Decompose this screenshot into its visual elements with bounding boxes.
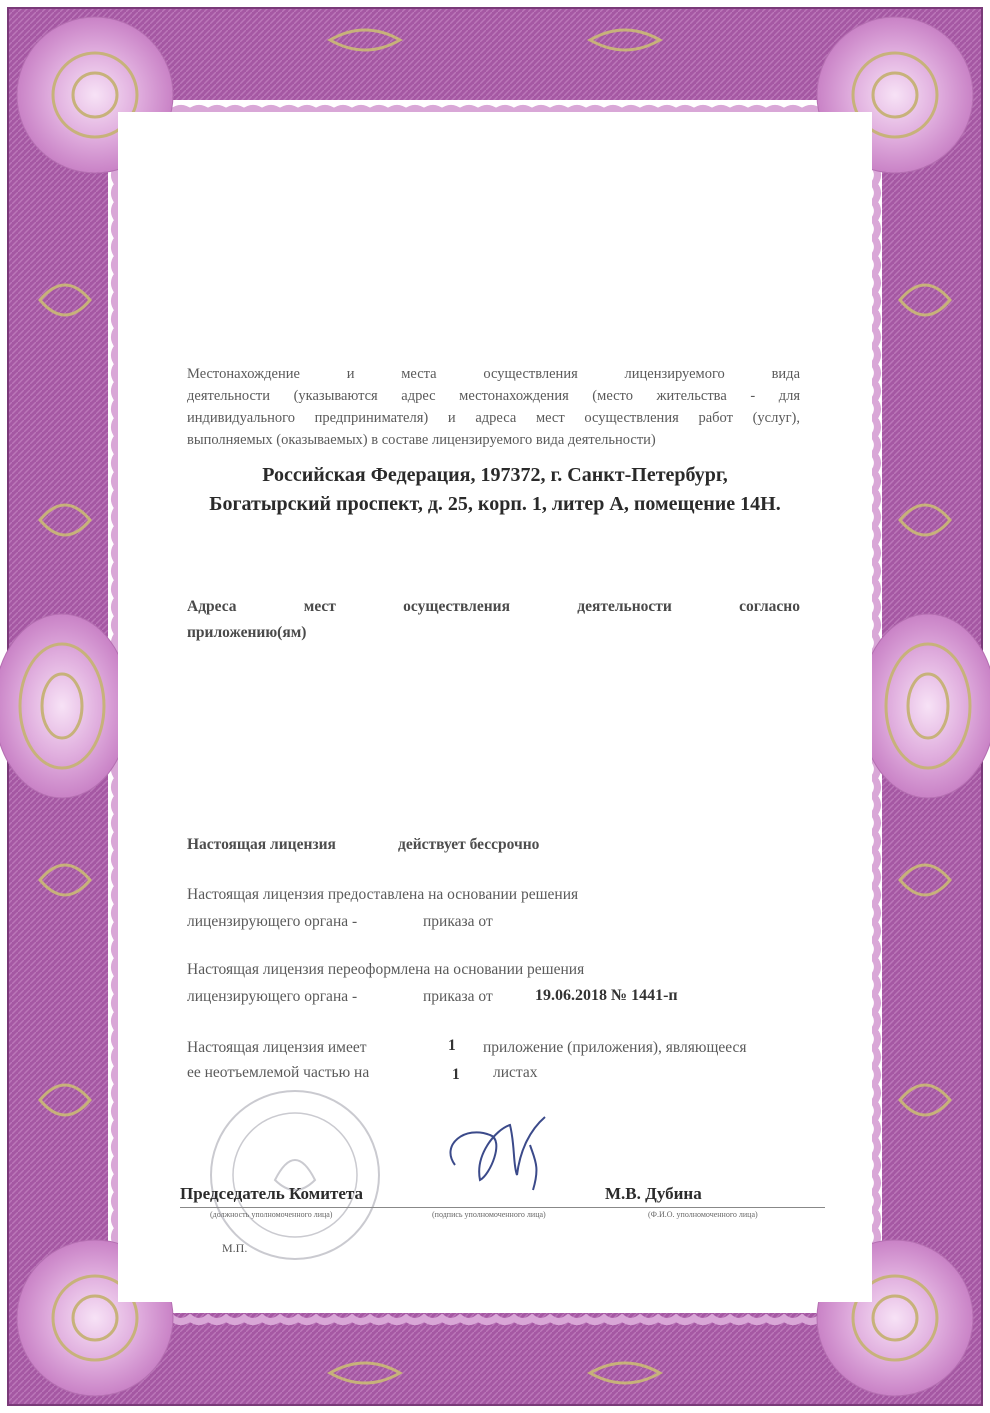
- name-caption: (Ф.И.О. уполномоченного лица): [648, 1210, 758, 1219]
- licensee-address: [130, 461, 860, 519]
- signatory-name: М.В. Дубина: [605, 1184, 702, 1203]
- appendix-sheets-label: ее неотъемлемой частью на: [187, 1064, 370, 1081]
- appendix-sheets-tail: листах: [493, 1064, 538, 1081]
- reissued-line1: Настоящая лицензия переоформлена на основании решения: [187, 961, 585, 978]
- validity-value: действует бессрочно: [398, 836, 540, 853]
- granted-order-label: приказа от: [423, 913, 493, 930]
- validity-label: Настоящая лицензия: [187, 836, 336, 853]
- handwritten-signature: [435, 1105, 565, 1200]
- intro-line: выполняемых (оказываемых) в составе лицензируемого вида деятельности): [187, 432, 656, 448]
- reissued-authority-label: лицензирующего органа -: [187, 988, 358, 1005]
- appendix-count-value: 1: [448, 1037, 456, 1054]
- appendix-sheets-value: 1: [452, 1066, 460, 1083]
- address-line: Богатырский проспект, д. 25, корп. 1, литер А, помещение 14Н.: [209, 493, 781, 515]
- granted-authority-label: лицензирующего органа -: [187, 913, 358, 930]
- intro-line: деятельности (указываются адрес местонахождения (место жительства - для: [187, 388, 800, 404]
- appendix-reference-line1: Адреса мест осуществления деятельности согласно: [187, 598, 800, 615]
- official-seal-stamp: [205, 1085, 385, 1265]
- appendix-reference-line2: приложению(ям): [187, 624, 307, 641]
- signature-line: [180, 1207, 825, 1208]
- appendix-count-label: Настоящая лицензия имеет: [187, 1039, 367, 1056]
- places-intro: [187, 363, 800, 451]
- reissued-order-label: приказа от: [423, 988, 493, 1005]
- appendix-count-tail: приложение (приложения), являющееся: [483, 1039, 747, 1056]
- intro-line: Местонахождение и места осуществления лицензируемого вида: [187, 366, 800, 382]
- stamp-place-mark: М.П.: [222, 1241, 248, 1255]
- position-caption: (должность уполномоченного лица): [210, 1210, 333, 1219]
- signatory-position: Председатель Комитета: [180, 1184, 363, 1203]
- intro-line: индивидуального предпринимателя) и адреса мест осуществления работ (услуг),: [187, 410, 800, 426]
- address-line: Российская Федерация, 197372, г. Санкт-Петербург,: [262, 464, 728, 486]
- signature-caption: (подпись уполномоченного лица): [432, 1210, 546, 1219]
- reissued-order-value: 19.06.2018 № 1441-п: [535, 987, 678, 1004]
- granted-line1: Настоящая лицензия предоставлена на основании решения: [187, 886, 579, 903]
